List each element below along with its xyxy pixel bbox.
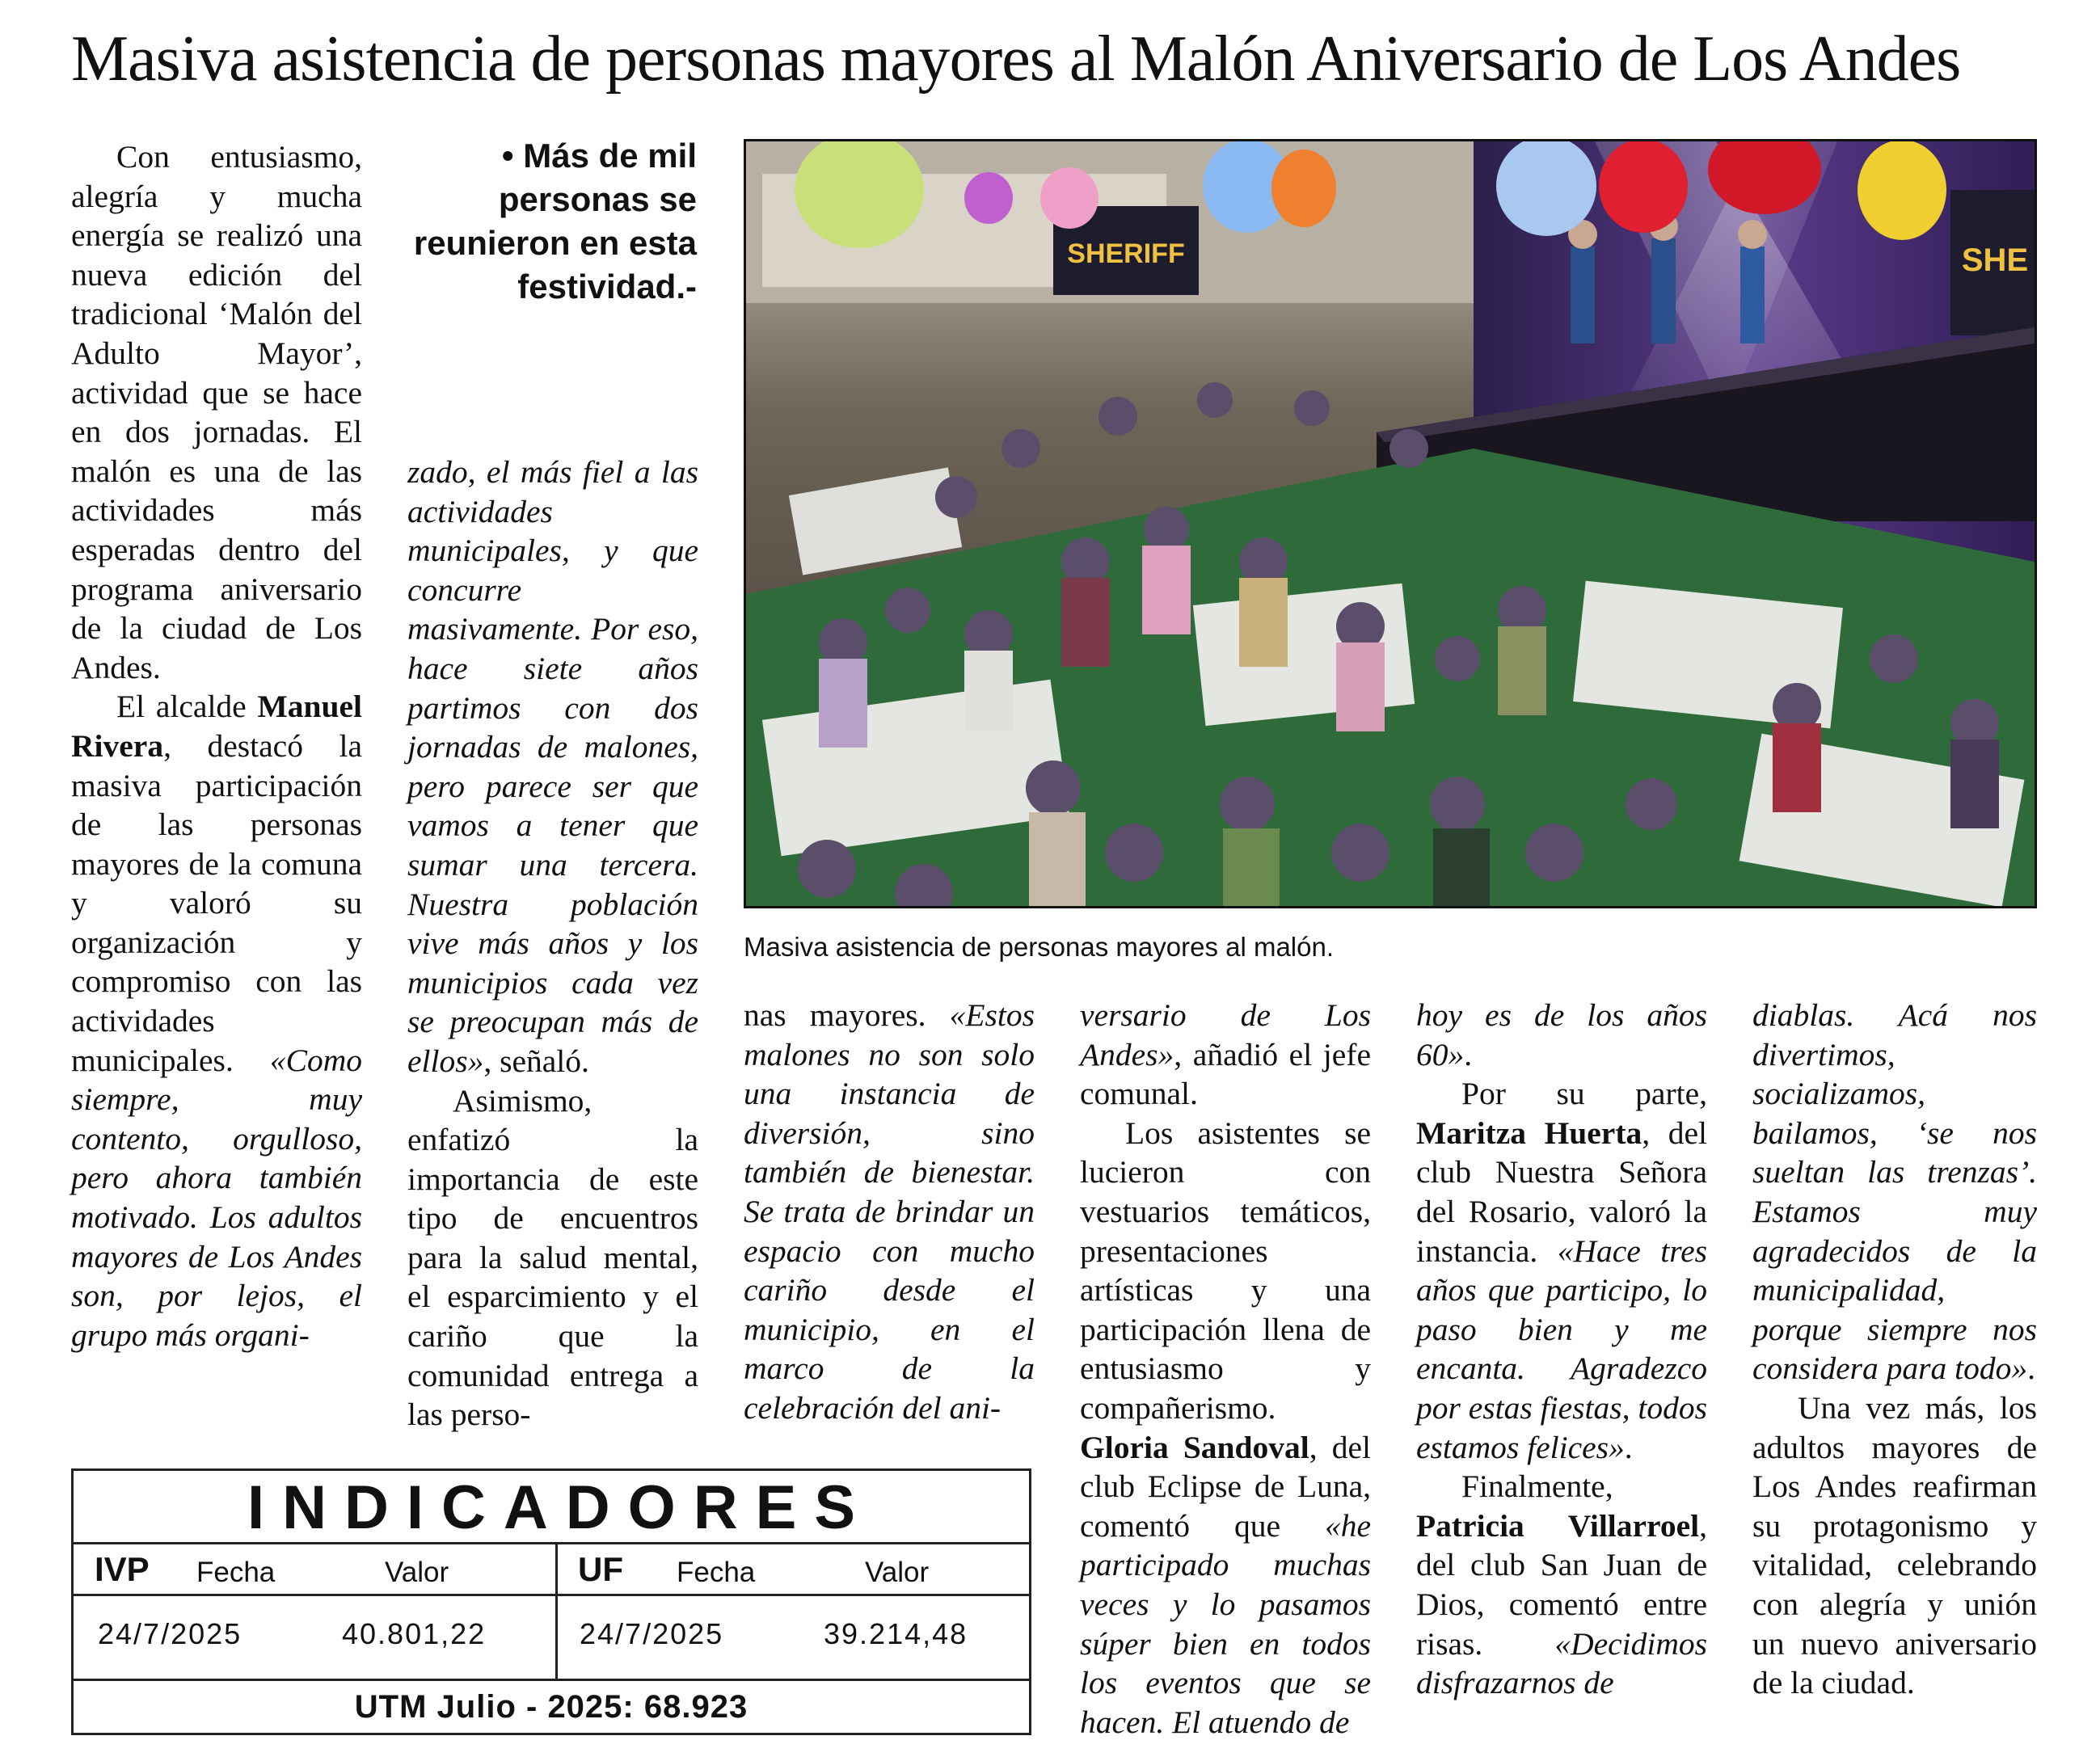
ivp-label: IVP (95, 1550, 150, 1588)
indicadores-title: INDICADORES (247, 1473, 874, 1542)
paragraph: El alcalde Manuel Rivera, destacó la masiva participación de las personas mayores de la comuna y valoró su organización y compromiso con las actividades municipales. «Como siempre, muy contento, orgulloso, pero ahora también motivado. Los adultos mayores de Los Andes son, por lejos, el grupo más organi- (71, 689, 362, 1353)
paragraph: diablas. Acá nos divertimos, socializamos, bailamos, ‘se nos sueltan las trenzas’. Estamos muy agradecidos de la municipalidad, porque siempre nos considera para todo». (1752, 997, 2037, 1387)
divider (74, 1542, 1029, 1544)
bullet-summary: • Más de mil personas se reunieron en esta festividad.- (413, 137, 697, 305)
ivp-fecha: 24/7/2025 (98, 1617, 242, 1650)
ivp-valor-label: Valor (385, 1557, 449, 1588)
article-column-3 (744, 996, 1035, 1428)
person-name: Maritza Huerta (1416, 1114, 1642, 1151)
article-column-1 (71, 137, 362, 1355)
quote: diablas. Acá nos divertimos, socializamos, bailamos, ‘se nos sueltan las trenzas’. Estamos muy agradecidos de la municipalidad, porque siempre nos considera para todo» (1752, 997, 2037, 1387)
stage-sign-right: SHE (1961, 242, 2029, 278)
quote: «Estos malones no son solo una instancia de diversión, sino también de bienestar. Se trata de brindar un espacio con mucho cariño desde el municipio, en el marco de la celebración del ani- (744, 997, 1035, 1426)
article-column-2 (407, 453, 698, 1435)
paragraph: Por su parte, Maritza Huerta, del club Nuestra Señora del Rosario, valoró la instancia. «Hace tres años que participo, lo paso bien y me encanta. Agradezco por estas fiestas, todos estamos felices». (1416, 1076, 1707, 1465)
article-column-4 (1080, 996, 1371, 1742)
ivp-fecha-label: Fecha (196, 1557, 276, 1588)
paragraph: zado, el más fiel a las actividades municipales, y que concurre masivamente. Por eso, hace siete años partimos con dos jornadas de malones, pero parece ser que vamos a tener que sumar una tercera. Nuestra población vive más años y los municipios cada vez se preocupan más de ellos», señaló. (407, 454, 698, 1079)
paragraph: Una vez más, los adultos mayores de Los Andes reafirman su protagonismo y vitalidad, celebrando con alegría y unión un nuevo aniversario de la ciudad. (1752, 1389, 2037, 1701)
indicadores-box (71, 1468, 1031, 1735)
divider (555, 1544, 558, 1679)
quote: «Hace tres años que participo, lo paso bien y me encanta. Agradezco por estas fiestas, todos estamos felices» (1416, 1232, 1707, 1465)
ivp-valor: 40.801,22 (342, 1617, 487, 1650)
uf-label: UF (578, 1550, 623, 1588)
quote: «he participado muchas veces y lo pasamos súper bien en todos los eventos que se hacen. El atuendo de (1080, 1507, 1371, 1740)
quote: versario de Los Andes» (1080, 997, 1371, 1072)
person-name: Manuel Rivera (71, 689, 362, 764)
stage-sign-left: SHERIFF (1067, 238, 1185, 269)
paragraph: hoy es de los años 60». (1416, 997, 1707, 1072)
uf-fecha: 24/7/2025 (580, 1617, 724, 1650)
uf-valor-label: Valor (865, 1557, 930, 1588)
uf-fecha-label: Fecha (677, 1557, 756, 1588)
quote: hoy es de los años 60» (1416, 997, 1707, 1072)
person-name: Gloria Sandoval (1080, 1429, 1309, 1465)
person-name: Patricia Villarroel (1416, 1507, 1700, 1544)
quote: zado, el más fiel a las actividades municipales, y que concurre masivamente. Por eso, hace siete años partimos con dos jornadas de malones, pero parece ser que vamos a tener que sumar una tercera. Nuestra población vive más años y los municipios cada vez se preocupan más de ellos» (407, 454, 698, 1079)
uf-valor: 39.214,48 (824, 1617, 968, 1650)
utm-value: UTM Julio - 2025: 68.923 (354, 1689, 748, 1725)
paragraph: versario de Los Andes», añadió el jefe comunal. (1080, 997, 1371, 1112)
paragraph: Finalmente, Patricia Villarroel, del club San Juan de Dios, comentó entre risas. «Decidimos disfrazarnos de (1416, 1468, 1707, 1701)
paragraph: Con entusiasmo, alegría y mucha energía se realizó una nueva edición del tradicional ‘Malón del Adulto Mayor’, actividad que se hace en dos jornadas. El malón es una de las actividades más esperadas dentro del programa aniversario de la ciudad de Los Andes. (71, 139, 362, 685)
quote: «Como siempre, muy contento, orgulloso, pero ahora también motivado. Los adultos mayores de Los Andes son, por lejos, el grupo más organi- (71, 1042, 362, 1353)
photo-caption: Masiva asistencia de personas mayores al malón. (744, 932, 1335, 962)
paragraph: Asimismo, enfatizó la importancia de este tipo de encuentros para la salud mental, el esparcimiento y el cariño que la comunidad entrega a las perso- (407, 1082, 698, 1433)
article-column-6 (1752, 996, 2037, 1703)
event-photo (744, 139, 2037, 908)
headline: Masiva asistencia de personas mayores al Malón Aniversario de Los Andes (71, 23, 1961, 95)
quote: «Decidimos disfrazarnos de (1416, 1625, 1707, 1701)
article-column-5 (1416, 996, 1707, 1703)
divider (74, 1594, 1029, 1596)
paragraph: Los asistentes se lucieron con vestuarios temáticos, presentaciones artísticas y una participación llena de entusiasmo y compañerismo. Gloria Sandoval, del club Eclipse de Luna, comentó que «he participado muchas veces y lo pasamos súper bien en todos los eventos que se hacen. El atuendo de (1080, 1114, 1371, 1740)
paragraph: nas mayores. «Estos malones no son solo una instancia de diversión, sino también de bienestar. Se trata de brindar un espacio con mucho cariño desde el municipio, en el marco de la celebración del ani- (744, 997, 1035, 1426)
